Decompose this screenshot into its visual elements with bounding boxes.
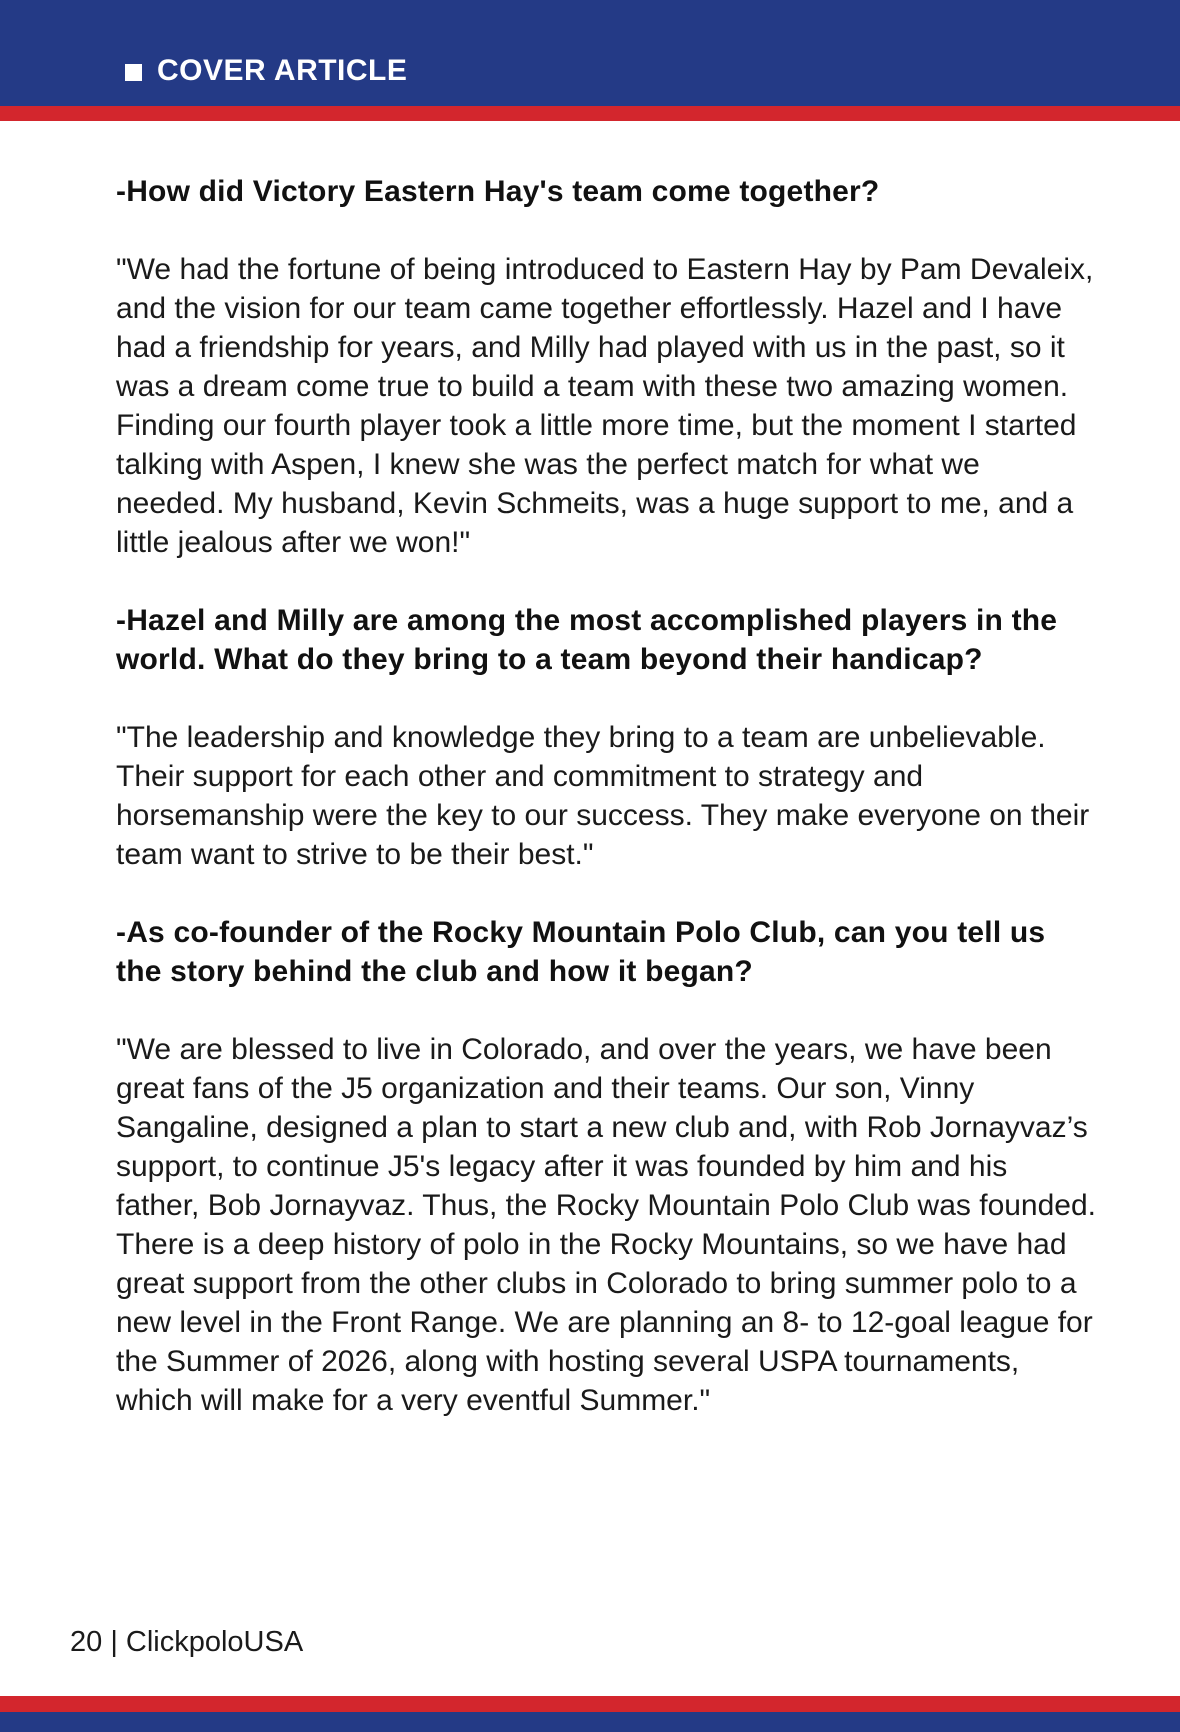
footer-red-stripe	[0, 1696, 1180, 1712]
section-label: COVER ARTICLE	[157, 54, 408, 87]
article-body	[116, 172, 1096, 1459]
interview-answer-2: "The leadership and knowledge they bring to a team are unbelievable. Their support for each other and commitment to strategy and horsemanship were the key to our success. They make everyone on their team want to strive to be their best."	[116, 721, 1090, 871]
interview-question-1: -How did Victory Eastern Hay's team come together?	[116, 175, 880, 208]
square-bullet-icon	[125, 64, 142, 81]
page-footer: 20 | ClickpoloUSA	[70, 1626, 304, 1658]
interview-answer-3: "We are blessed to live in Colorado, and over the years, we have been great fans of the J5 organization and their teams. Our son, Vinny Sangaline, designed a plan to start a new club and, with Rob Jornayvaz’s support, to continue J5's legacy after it was founded by him and his father, Bob Jornayvaz. Thus, the Rocky Mountain Polo Club was founded. There is a deep history of polo in the Rocky Mountains, so we have had great support from the other clubs in Colorado to bring summer polo to a new level in the Front Range. We are planning an 8- to 12-goal league for the Summer of 2026, along with hosting several USPA tournaments, which will make for a very eventful Summer."	[116, 1033, 1097, 1417]
header-red-stripe	[0, 106, 1180, 121]
footer-band	[0, 1712, 1180, 1732]
interview-question-3: -As co-founder of the Rocky Mountain Polo Club, can you tell us the story behind the club and how it began?	[116, 916, 1046, 988]
interview-answer-1: "We had the fortune of being introduced to Eastern Hay by Pam Devaleix, and the vision for our team came together effortlessly. Hazel and I have had a friendship for years, and Milly had played with us in the past, so it was a dream come true to build a team with these two amazing women. Finding our fourth player took a little more time, but the moment I started talking with Aspen, I knew she was the perfect match for what we needed. My husband, Kevin Schmeits, was a huge support to me, and a little jealous after we won!"	[116, 253, 1094, 559]
interview-question-2: -Hazel and Milly are among the most accomplished players in the world. What do they bring to a team beyond their handicap?	[116, 604, 1058, 676]
